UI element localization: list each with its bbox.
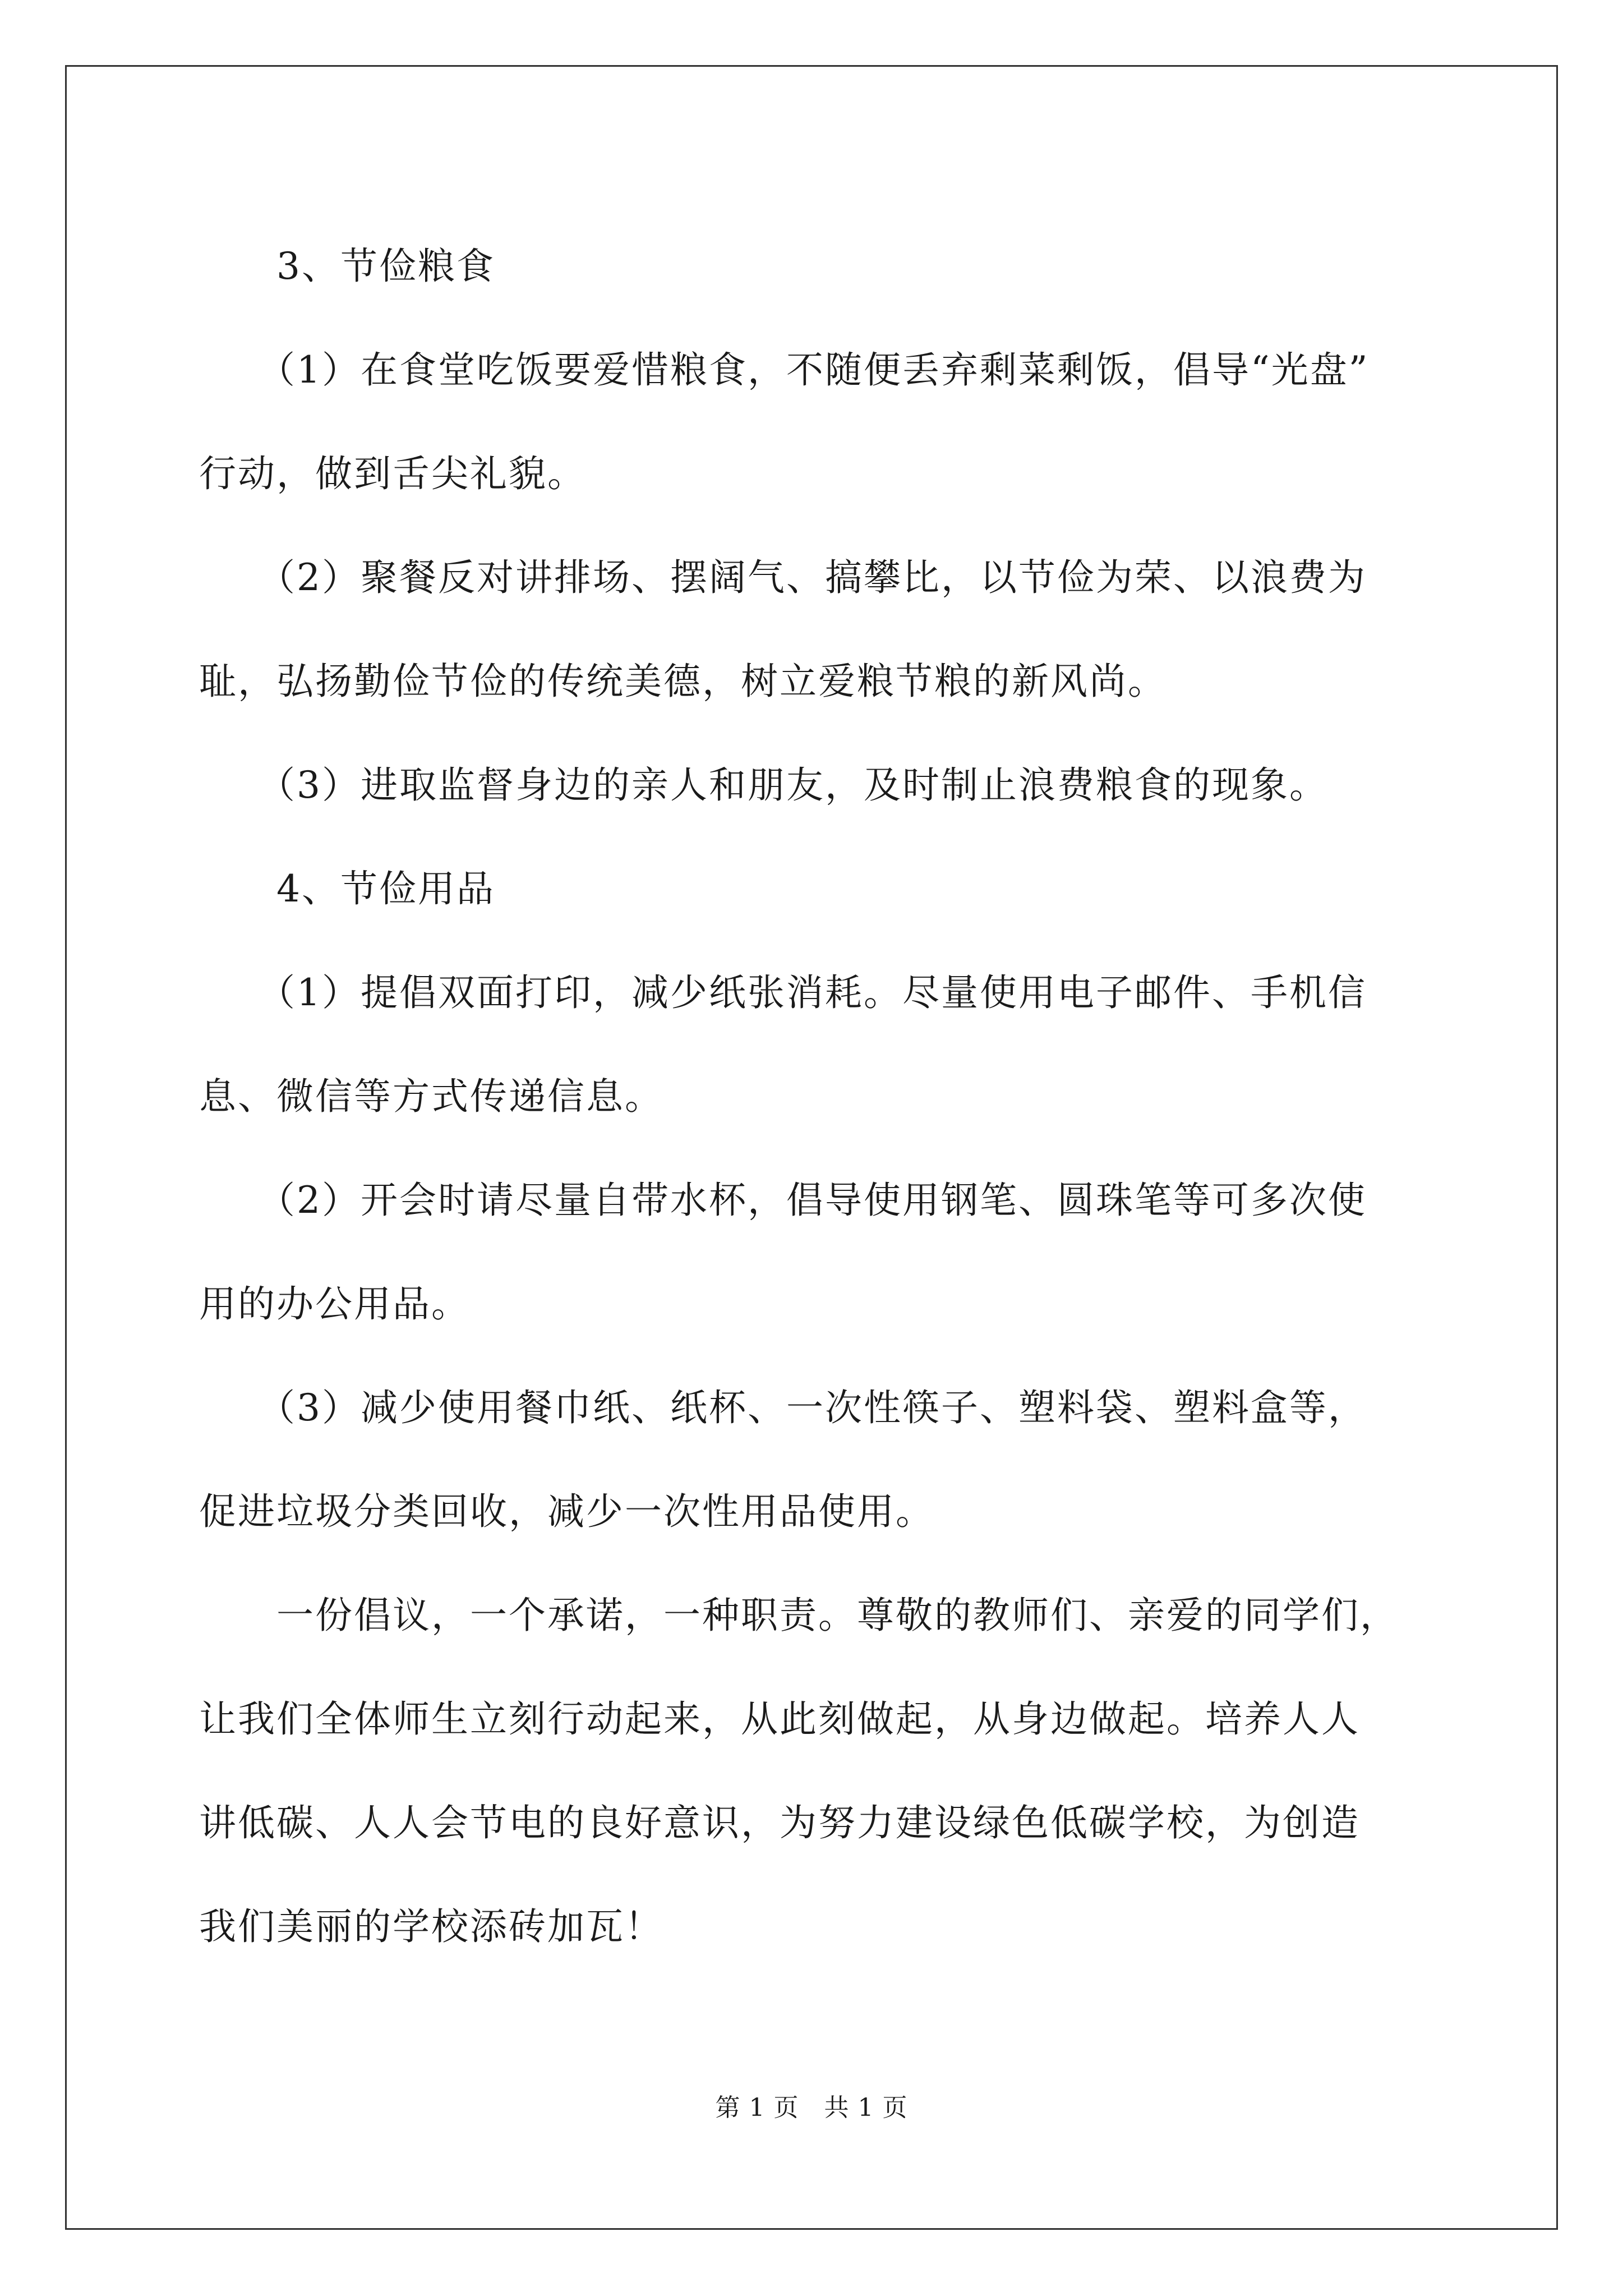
heading-4-save-supplies: 4、节俭用品 — [199, 867, 495, 910]
page-footer — [0, 2091, 1623, 2125]
document-body — [199, 214, 1427, 1978]
paragraph-line: 息、微信等方式传递信息。 — [199, 1075, 663, 1118]
paragraph-line: （2）聚餐反对讲排场、摆阔气、搞攀比，以节俭为荣、以浪费为 — [199, 556, 1367, 599]
closing-paragraph-line: 讲低碳、人人会节电的良好意识，为努力建设绿色低碳学校，为创造 — [199, 1801, 1360, 1844]
paragraph-line: （1）提倡双面打印，减少纸张消耗。尽量使用电子邮件、手机信 — [199, 971, 1367, 1014]
paragraph-line: （3）减少使用餐巾纸、纸杯、一次性筷子、塑料袋、塑料盒等， — [199, 1386, 1367, 1429]
paragraph-line: （1）在食堂吃饭要爱惜粮食，不随便丢弃剩菜剩饭，倡导“光盘” — [199, 348, 1370, 392]
page-number: 第 1 页 共 1 页 — [715, 2093, 908, 2122]
paragraph-line: （2）开会时请尽量自带水杯，倡导使用钢笔、圆珠笔等可多次使 — [199, 1179, 1367, 1222]
heading-3-save-food: 3、节俭粮食 — [199, 245, 495, 288]
closing-paragraph-line: 让我们全体师生立刻行动起来，从此刻做起，从身边做起。培养人人 — [199, 1697, 1360, 1741]
closing-paragraph-line: 一份倡议，一个承诺，一种职责。尊敬的教师们、亲爱的同学们， — [199, 1594, 1399, 1637]
paragraph-line: （3）进取监督身边的亲人和朋友，及时制止浪费粮食的现象。 — [199, 763, 1328, 807]
closing-paragraph-line: 我们美丽的学校添砖加瓦！ — [199, 1905, 663, 1948]
paragraph-line: 用的办公用品。 — [199, 1282, 470, 1326]
paragraph-line: 促进垃圾分类回收，减少一次性用品使用。 — [199, 1490, 934, 1533]
paragraph-line: 耻，弘扬勤俭节俭的传统美德，树立爱粮节粮的新风尚。 — [199, 660, 1166, 703]
paragraph-line: 行动，做到舌尖礼貌。 — [199, 452, 586, 495]
